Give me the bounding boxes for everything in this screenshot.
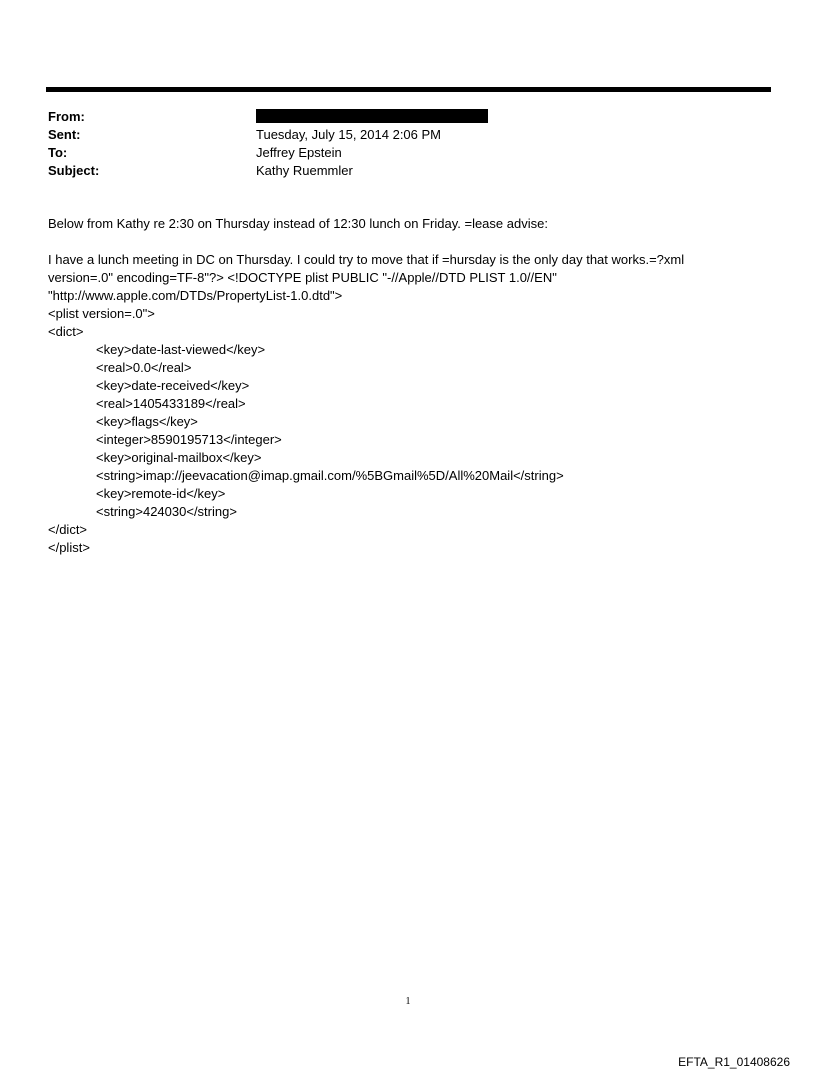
plist-line: <key>remote-id</key> — [96, 486, 226, 501]
body-paragraph-1: Below from Kathy re 2:30 on Thursday instead of 12:30 lunch on Friday. =lease advise: — [48, 216, 548, 231]
plist-line: <key>original-mailbox</key> — [96, 450, 262, 465]
plist-line: <string>424030</string> — [96, 504, 237, 519]
body-line: <plist version=.0"> — [48, 306, 155, 321]
plist-line: <key>flags</key> — [96, 414, 198, 429]
plist-line: <string>imap://jeevacation@imap.gmail.com/%5BGmail%5D/All%20Mail</string> — [96, 468, 564, 483]
plist-line: <key>date-last-viewed</key> — [96, 342, 266, 357]
to-value: Jeffrey Epstein — [256, 145, 342, 160]
sent-value: Tuesday, July 15, 2014 2:06 PM — [256, 127, 441, 142]
plist-line: <key>date-received</key> — [96, 378, 250, 393]
page-number: 1 — [405, 996, 411, 1007]
from-redaction — [256, 109, 488, 123]
bates-number: EFTA_R1_01408626 — [678, 1055, 790, 1069]
body-line: <dict> — [48, 324, 84, 339]
plist-line: <integer>8590195713</integer> — [96, 432, 282, 447]
body-line: </dict> — [48, 522, 88, 537]
plist-line: <real>1405433189</real> — [96, 396, 246, 411]
body-line: </plist> — [48, 540, 90, 555]
header-rule — [46, 87, 771, 92]
to-label: To: — [48, 145, 68, 160]
subject-label: Subject: — [48, 163, 100, 178]
body-line: version=.0" encoding=TF-8"?> <!DOCTYPE plist PUBLIC "-//Apple//DTD PLIST 1.0//EN" — [48, 270, 557, 285]
plist-line: <real>0.0</real> — [96, 360, 192, 375]
body-line: I have a lunch meeting in DC on Thursday. I could try to move that if =hursday is the only day that works.=?xml — [48, 252, 685, 267]
from-label: From: — [48, 109, 85, 124]
sent-label: Sent: — [48, 127, 81, 142]
body-line: "http://www.apple.com/DTDs/PropertyList-1.0.dtd"> — [48, 288, 343, 303]
body-content — [48, 251, 748, 557]
subject-value: Kathy Ruemmler — [256, 163, 353, 178]
